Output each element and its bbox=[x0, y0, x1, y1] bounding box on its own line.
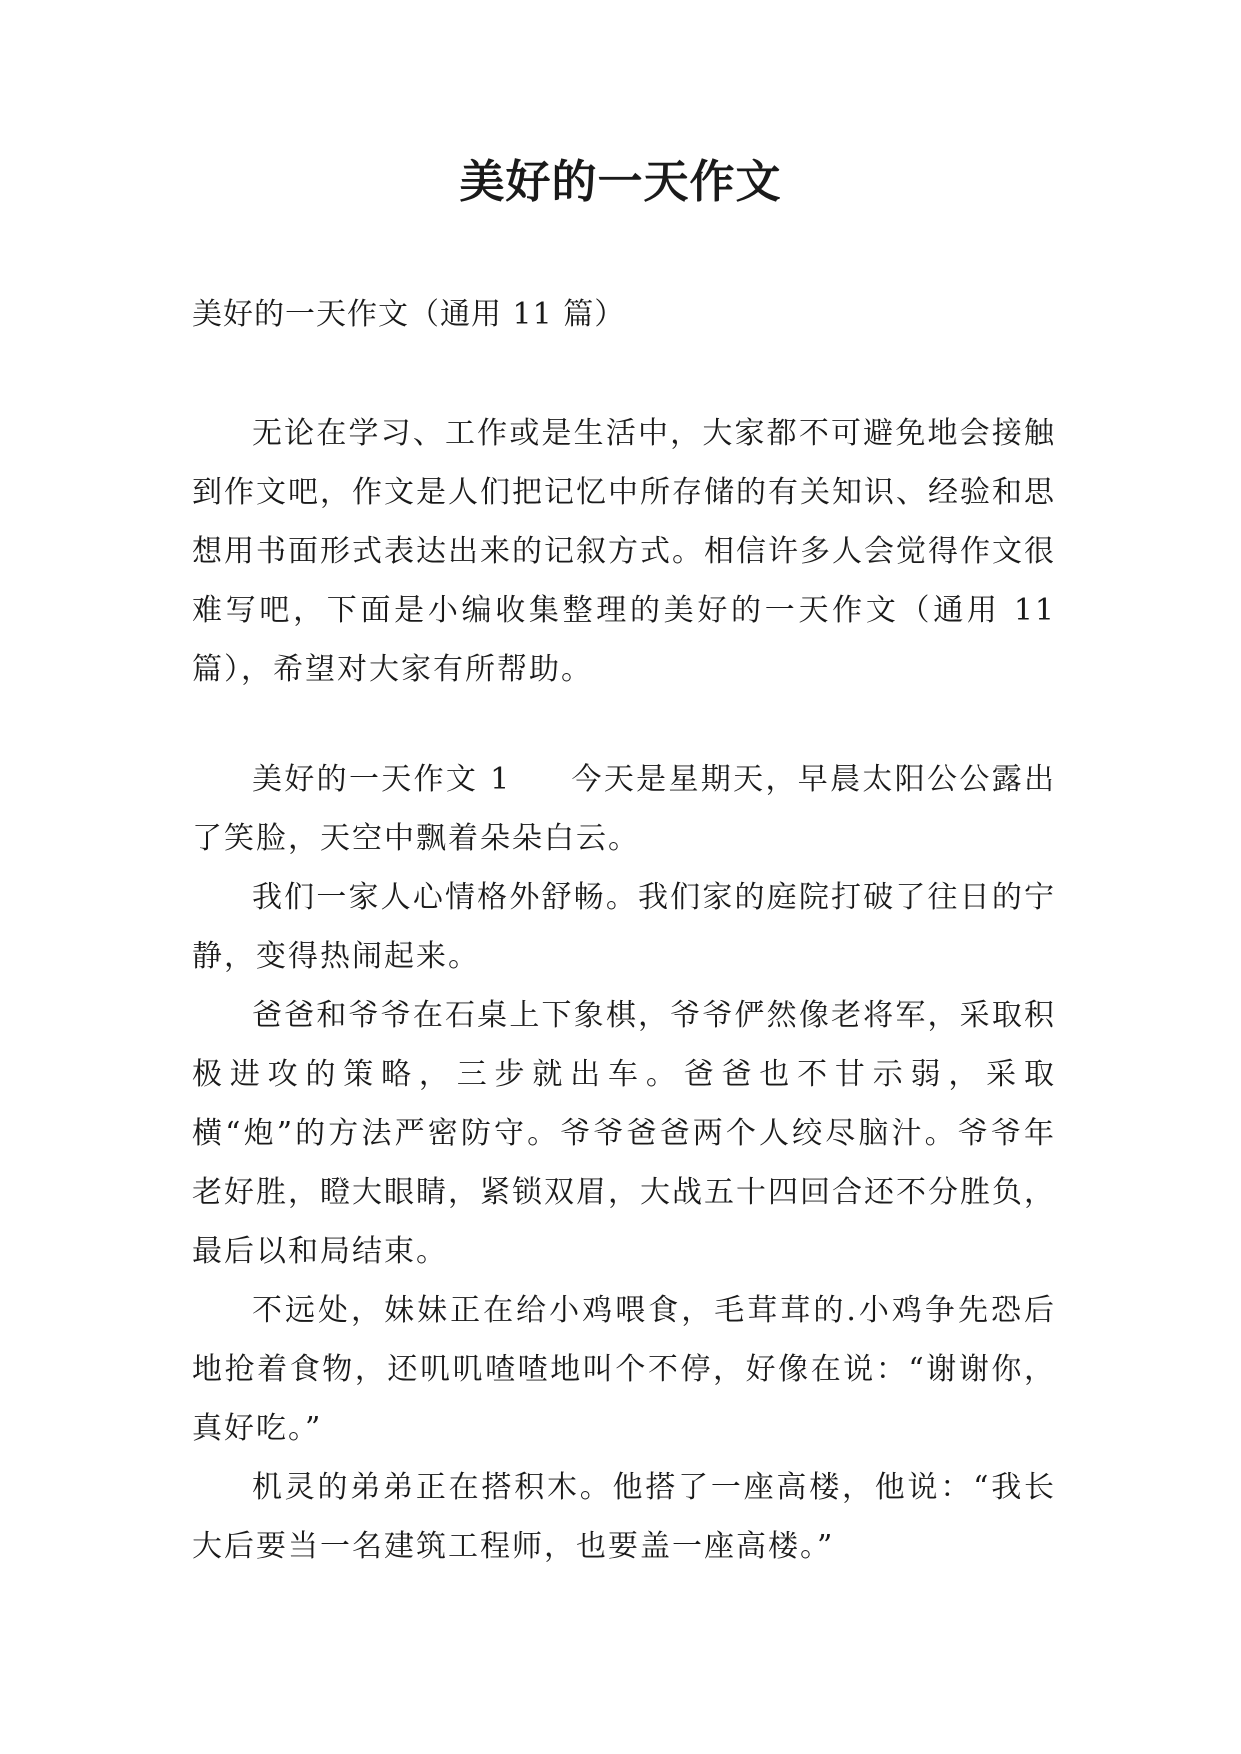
article-paragraph-4: 不远处，妹妹正在给小鸡喂食，毛茸茸的.小鸡争先恐后地抢着食物，还叽叽喳喳地叫个不停，好像在说：“谢谢你，真好吃。” bbox=[192, 1293, 1056, 1446]
document-title: 美好的一天作文 bbox=[459, 155, 782, 208]
article-first-paragraph bbox=[192, 750, 1056, 868]
article-section bbox=[192, 750, 1056, 1576]
intro-paragraph: 无论在学习、工作或是生活中，大家都不可避免地会接触到作文吧，作文是人们把记忆中所存储的有关知识、经验和思想用书面形式表达出来的记叙方式。相信许多人会觉得作文很难写吧，下面是小编收集整理的美好的一天作文（通用 11 篇），希望对大家有所帮助。 bbox=[192, 416, 1056, 687]
article-paragraph-2: 我们一家人心情格外舒畅。我们家的庭院打破了往日的宁静，变得热闹起来。 bbox=[192, 880, 1056, 974]
article-paragraph-3: 爸爸和爷爷在石桌上下象棋，爷爷俨然像老将军，采取积极进攻的策略，三步就出车。爸爸也不甘示弱，采取横“炮”的方法严密防守。爷爷爸爸两个人绞尽脑汁。爷爷年老好胜，瞪大眼睛，紧锁双眉，大战五十四回合还不分胜负，最后以和局结束。 bbox=[192, 998, 1056, 1269]
intro-section bbox=[192, 404, 1056, 699]
article-heading: 美好的一天作文 1 bbox=[252, 762, 512, 797]
article-paragraph-5: 机灵的弟弟正在搭积木。他搭了一座高楼，他说：“我长大后要当一名建筑工程师，也要盖一座高楼。” bbox=[192, 1470, 1056, 1564]
article-paragraph-1: 今天是星期天，早晨太阳公公露出了笑脸，天空中飘着朵朵白云。 bbox=[192, 762, 1057, 856]
document-subtitle: 美好的一天作文（通用 11 篇） bbox=[192, 297, 626, 332]
